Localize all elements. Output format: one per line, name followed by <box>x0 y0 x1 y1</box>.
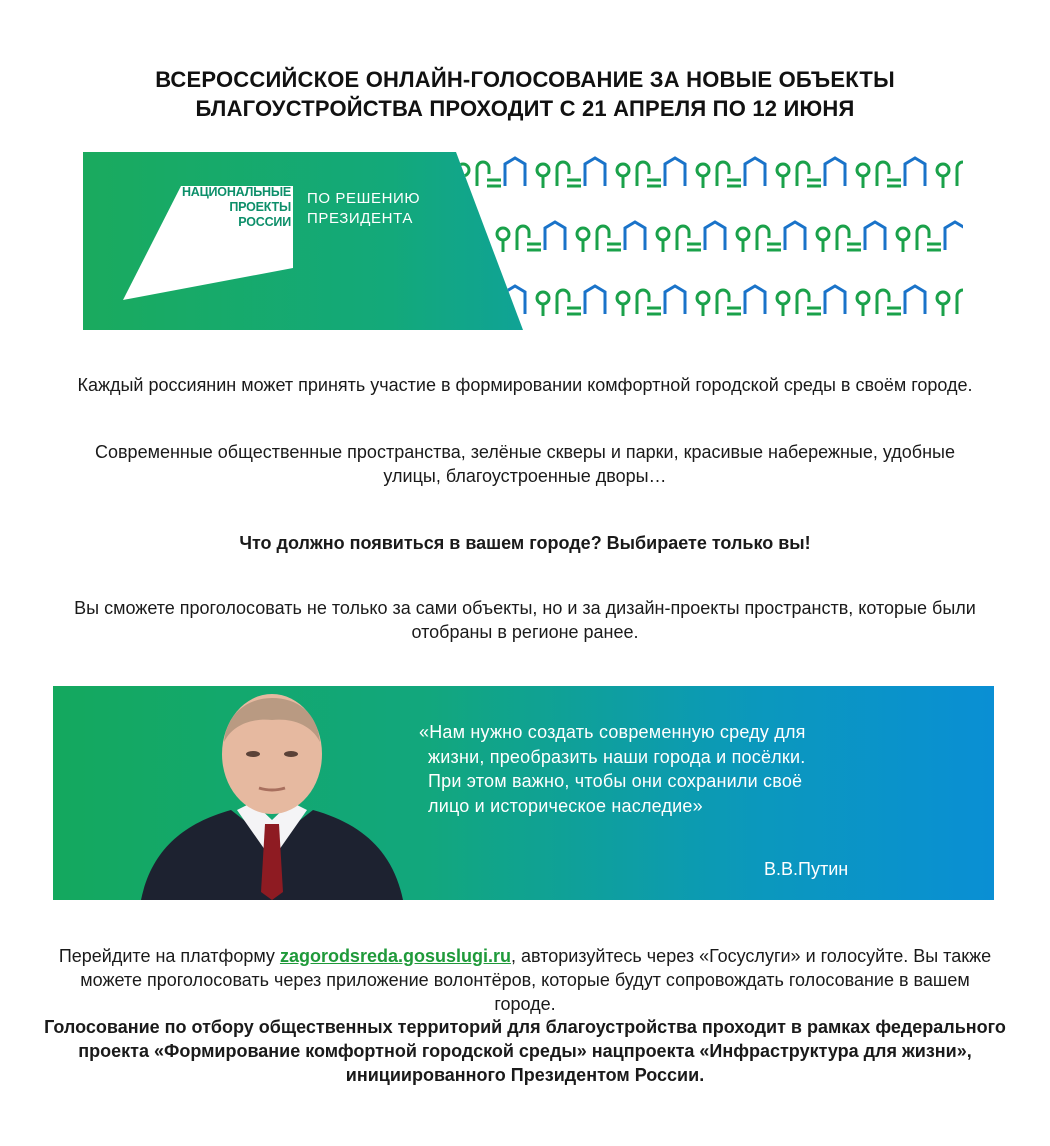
paragraph-platform-line-1 <box>0 944 1050 968</box>
paragraph-platform-line-2: можете проголосовать через приложение волонтёров, которые будут сопровождать голосование в вашем <box>80 970 970 990</box>
platform-text-after: , авторизуйтесь через «Госуслуги» и голосуйте. Вы также <box>510 946 992 966</box>
paragraph-design-projects <box>0 596 1050 644</box>
paragraph-design-line-1: Вы сможете проголосовать не только за сами объекты, но и за дизайн-проекты пространств, которые были <box>74 598 976 618</box>
quote-text <box>419 720 806 818</box>
quote-line-4: лицо и историческое наследие» <box>428 795 703 816</box>
page-title <box>0 65 1050 123</box>
logo-line-3: РОССИИ <box>238 215 291 229</box>
quote-author: В.В.Путин <box>764 859 849 879</box>
quote-line-2: жизни, преобразить наши города и посёлки. <box>428 746 806 767</box>
federal-project-line-3: инициированного Президентом России. <box>345 1065 705 1085</box>
logo-line-1: НАЦИОНАЛЬНЫЕ <box>181 185 291 199</box>
platform-text-before: Перейдите на платформу <box>58 946 280 966</box>
federal-project-line-2: проекта «Формирование комфортной городской среды» нацпроекта «Инфраструктура для жизни», <box>78 1041 972 1061</box>
federal-project-line-1: Голосование по отбору общественных территорий для благоустройства проходит в рамках федерального <box>44 1017 1006 1037</box>
paragraph-participation: Каждый россиянин может принять участие в формировании комфортной городской среды в своём городе. <box>77 375 973 395</box>
paragraph-spaces-line-2: улицы, благоустроенные дворы… <box>383 466 667 486</box>
quote-line-1: «Нам нужно создать современную среду для <box>419 722 806 742</box>
national-projects-logo-text <box>171 185 291 230</box>
national-projects-banner <box>83 152 963 330</box>
paragraph-spaces-line-1: Современные общественные пространства, зелёные скверы и парки, красивые набережные, удобные <box>94 442 955 462</box>
title-line-1: ВСЕРОССИЙСКОЕ ОНЛАЙН-ГОЛОСОВАНИЕ ЗА НОВЫЕ ОБЪЕКТЫ <box>155 66 895 92</box>
president-portrait-image <box>141 692 403 900</box>
tagline-line-2: ПРЕЗИДЕНТА <box>307 210 413 227</box>
quote-line-3: При этом важно, чтобы они сохранили своё <box>428 771 803 791</box>
paragraph-platform <box>0 944 1050 1016</box>
gosuslugi-platform-link[interactable]: zagorodsreda.gosuslugi.ru <box>279 946 511 966</box>
logo-line-2: ПРОЕКТЫ <box>229 200 291 214</box>
president-tagline <box>307 189 420 229</box>
quote-banner <box>53 686 994 900</box>
paragraph-federal-project <box>0 1015 1050 1087</box>
paragraph-design-line-2: отобраны в регионе ранее. <box>411 622 639 642</box>
title-line-2: БЛАГОУСТРОЙСТВА ПРОХОДИТ С 21 АПРЕЛЯ ПО 12 ИЮНЯ <box>195 95 855 121</box>
tagline-line-1: ПО РЕШЕНИЮ <box>307 190 421 207</box>
paragraph-question: Что должно появиться в вашем городе? Выбираете только вы! <box>239 533 811 553</box>
city-pattern-icon <box>453 152 963 330</box>
paragraph-spaces <box>0 440 1050 488</box>
paragraph-platform-line-3: городе. <box>494 994 556 1014</box>
